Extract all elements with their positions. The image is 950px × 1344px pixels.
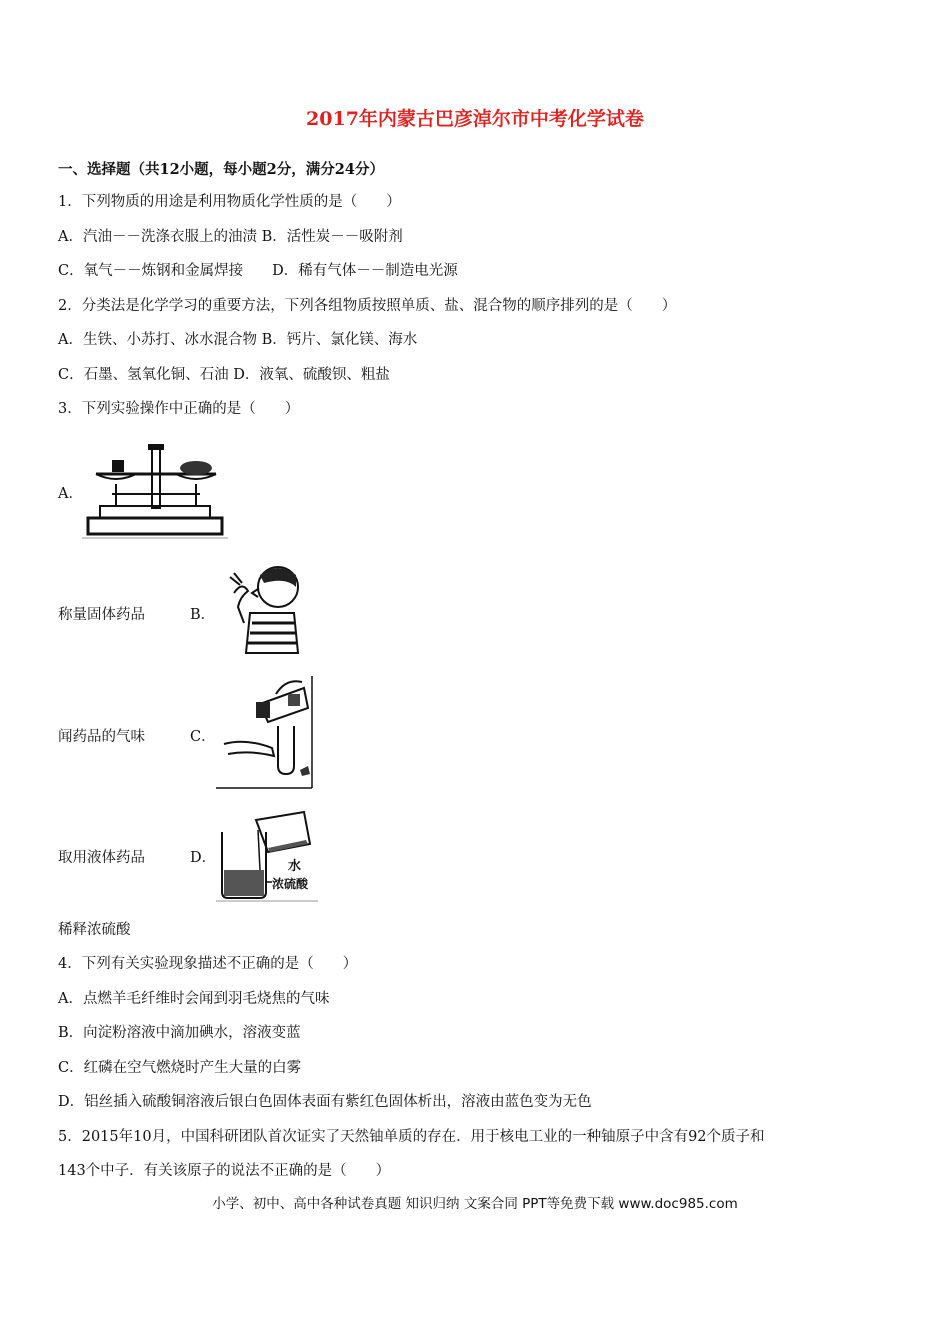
question-5-line-2: 143个中子．有关该原子的说法不正确的是（ ） — [58, 1163, 391, 1179]
option-a-label: A． — [58, 486, 83, 502]
question-4-option-c: C．红磷在空气燃烧时产生大量的白雾 — [58, 1060, 302, 1076]
smelling-figure — [228, 563, 304, 655]
question-1-stem: 1．下列物质的用途是利用物质化学性质的是（ ） — [58, 194, 401, 210]
question-1-options-ab: A．汽油－－洗涤衣服上的油渍 B．活性炭－－吸附剂 — [58, 229, 403, 245]
section-heading: 一、选择题（共12小题，每小题2分，满分24分） — [58, 161, 384, 178]
question-5-line-1: 5．2015年10月，中国科研团队首次证实了天然铀单质的存在．用于核电工业的一种铀原子中含有92个质子和 — [58, 1129, 765, 1145]
option-d-label: D． — [190, 850, 217, 866]
question-2-options-cd: C．石墨、氢氧化铜、石油 D．液氧、硫酸钡、粗盐 — [58, 367, 390, 383]
pouring-liquid-figure — [216, 674, 316, 790]
option-b-label: B． — [190, 607, 216, 623]
page-title: 2017年内蒙古巴彦淖尔市中考化学试卷 — [306, 108, 644, 130]
question-2-options-ab: A．生铁、小苏打、冰水混合物 B．钙片、氯化镁、海水 — [58, 332, 418, 348]
question-2-stem: 2．分类法是化学学习的重要方法，下列各组物质按照单质、盐、混合物的顺序排列的是（ ） — [58, 298, 677, 314]
question-4-option-b: B．向淀粉溶液中滴加碘水，溶液变蓝 — [58, 1025, 301, 1041]
option-d-caption: 稀释浓硫酸 — [58, 922, 131, 938]
question-4-stem: 4．下列有关实验现象描述不正确的是（ ） — [58, 956, 358, 972]
acid-label: 浓硫酸 — [272, 877, 309, 891]
option-b-caption: 闻药品的气味 — [58, 729, 145, 745]
balance-figure — [82, 440, 228, 540]
question-4-option-d: D．铝丝插入硫酸铜溶液后银白色固体表面有紫红色固体析出，溶液由蓝色变为无色 — [58, 1094, 592, 1110]
question-4-option-a: A．点燃羊毛纤维时会闻到羽毛烧焦的气味 — [58, 991, 330, 1007]
question-3-stem: 3．下列实验操作中正确的是（ ） — [58, 401, 300, 417]
option-c-caption: 取用液体药品 — [58, 850, 145, 866]
question-1-options-cd: C．氧气－－炼钢和金属焊接 D．稀有气体－－制造电光源 — [58, 263, 458, 279]
water-label: 水 — [288, 859, 302, 874]
page-footer: 小学、初中、高中各种试卷真题 知识归纳 文案合同 PPT等免费下载 www.doc985.com — [212, 1196, 738, 1212]
option-a-caption: 称量固体药品 — [58, 607, 145, 623]
diluting-acid-figure — [216, 810, 318, 902]
option-c-label: C． — [190, 729, 216, 745]
